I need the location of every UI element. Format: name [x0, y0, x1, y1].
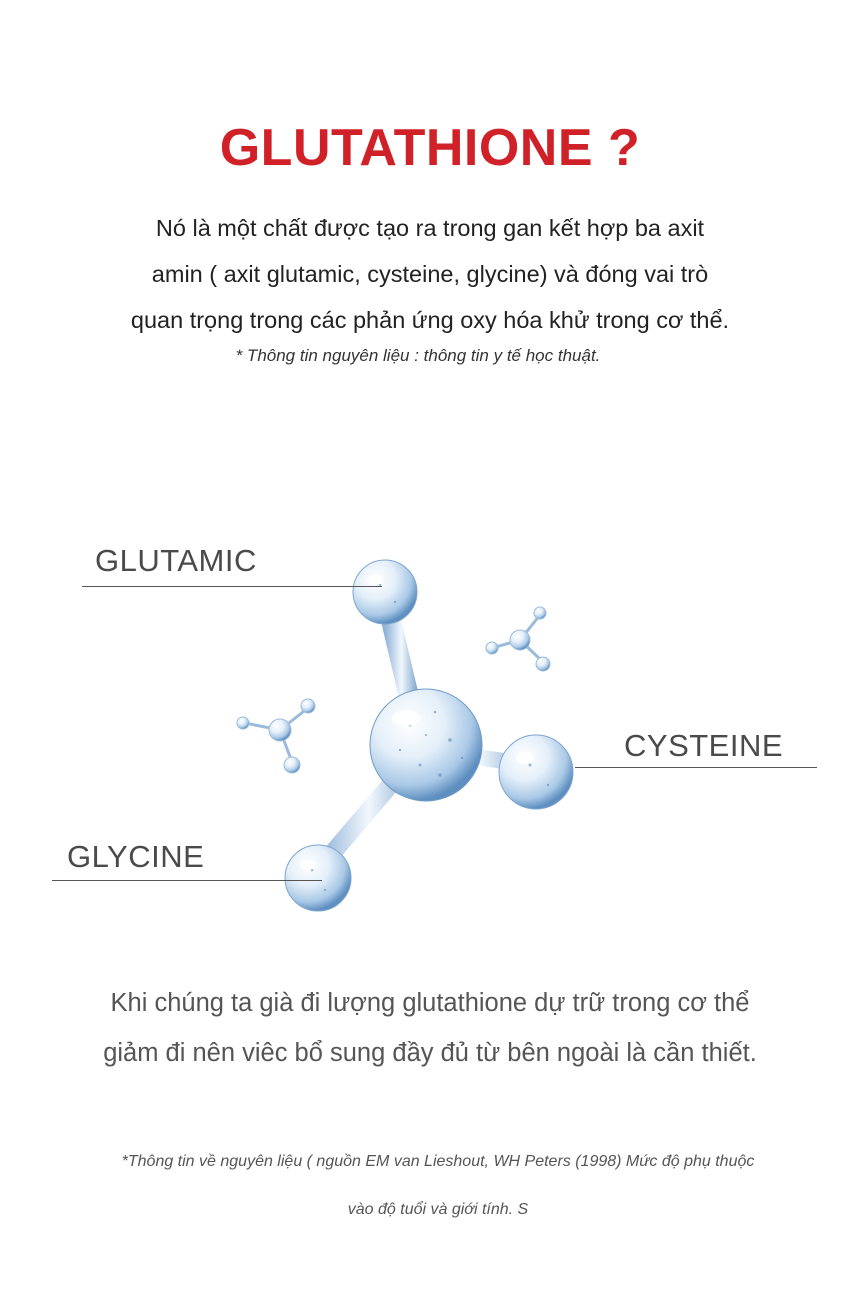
leader-line-glycine — [52, 880, 322, 881]
molecule-icon — [230, 540, 630, 930]
leader-line-glutamic — [82, 586, 382, 587]
small-molecule-right — [486, 607, 550, 671]
outro-line: giảm đi nên viêc bổ sung đầy đủ từ bên ngoài là cần thiết. — [103, 1039, 757, 1067]
glutamic-sphere — [353, 560, 417, 624]
intro-line: amin ( axit glutamic, cysteine, glycine) và đóng vai trò — [151, 261, 709, 287]
outro-paragraph — [40, 978, 820, 1078]
outro-line: Khi chúng ta già đi lượng glutathione dự trữ trong cơ thể — [110, 989, 750, 1017]
intro-line: quan trọng trong các phản ứng oxy hóa khử trong cơ thể. — [130, 307, 730, 333]
intro-paragraph — [60, 205, 800, 343]
intro-line: Nó là một chất được tạo ra trong gan kết hợp ba axit — [155, 215, 705, 241]
label-cysteine: CYSTEINE — [624, 728, 784, 763]
label-glycine: GLYCINE — [67, 839, 205, 874]
leader-line-cysteine — [575, 767, 817, 768]
page-title: GLUTATHIONE ? — [219, 119, 641, 177]
glycine-sphere — [285, 845, 351, 911]
source-note-line: vào độ tuổi và giới tính. S — [347, 1201, 529, 1218]
cysteine-sphere — [499, 735, 573, 809]
source-note-bottom — [60, 1138, 816, 1234]
source-note-line: *Thông tin về nguyên liệu ( nguồn EM van Lieshout, WH Peters (1998) Mức độ phụ thuộc — [121, 1153, 755, 1170]
label-glutamic: GLUTAMIC — [95, 543, 257, 578]
small-molecule-left — [237, 699, 315, 773]
source-note-top: * Thông tin nguyên liệu : thông tin y tế học thuật. — [235, 346, 601, 365]
central-sphere — [370, 689, 482, 801]
